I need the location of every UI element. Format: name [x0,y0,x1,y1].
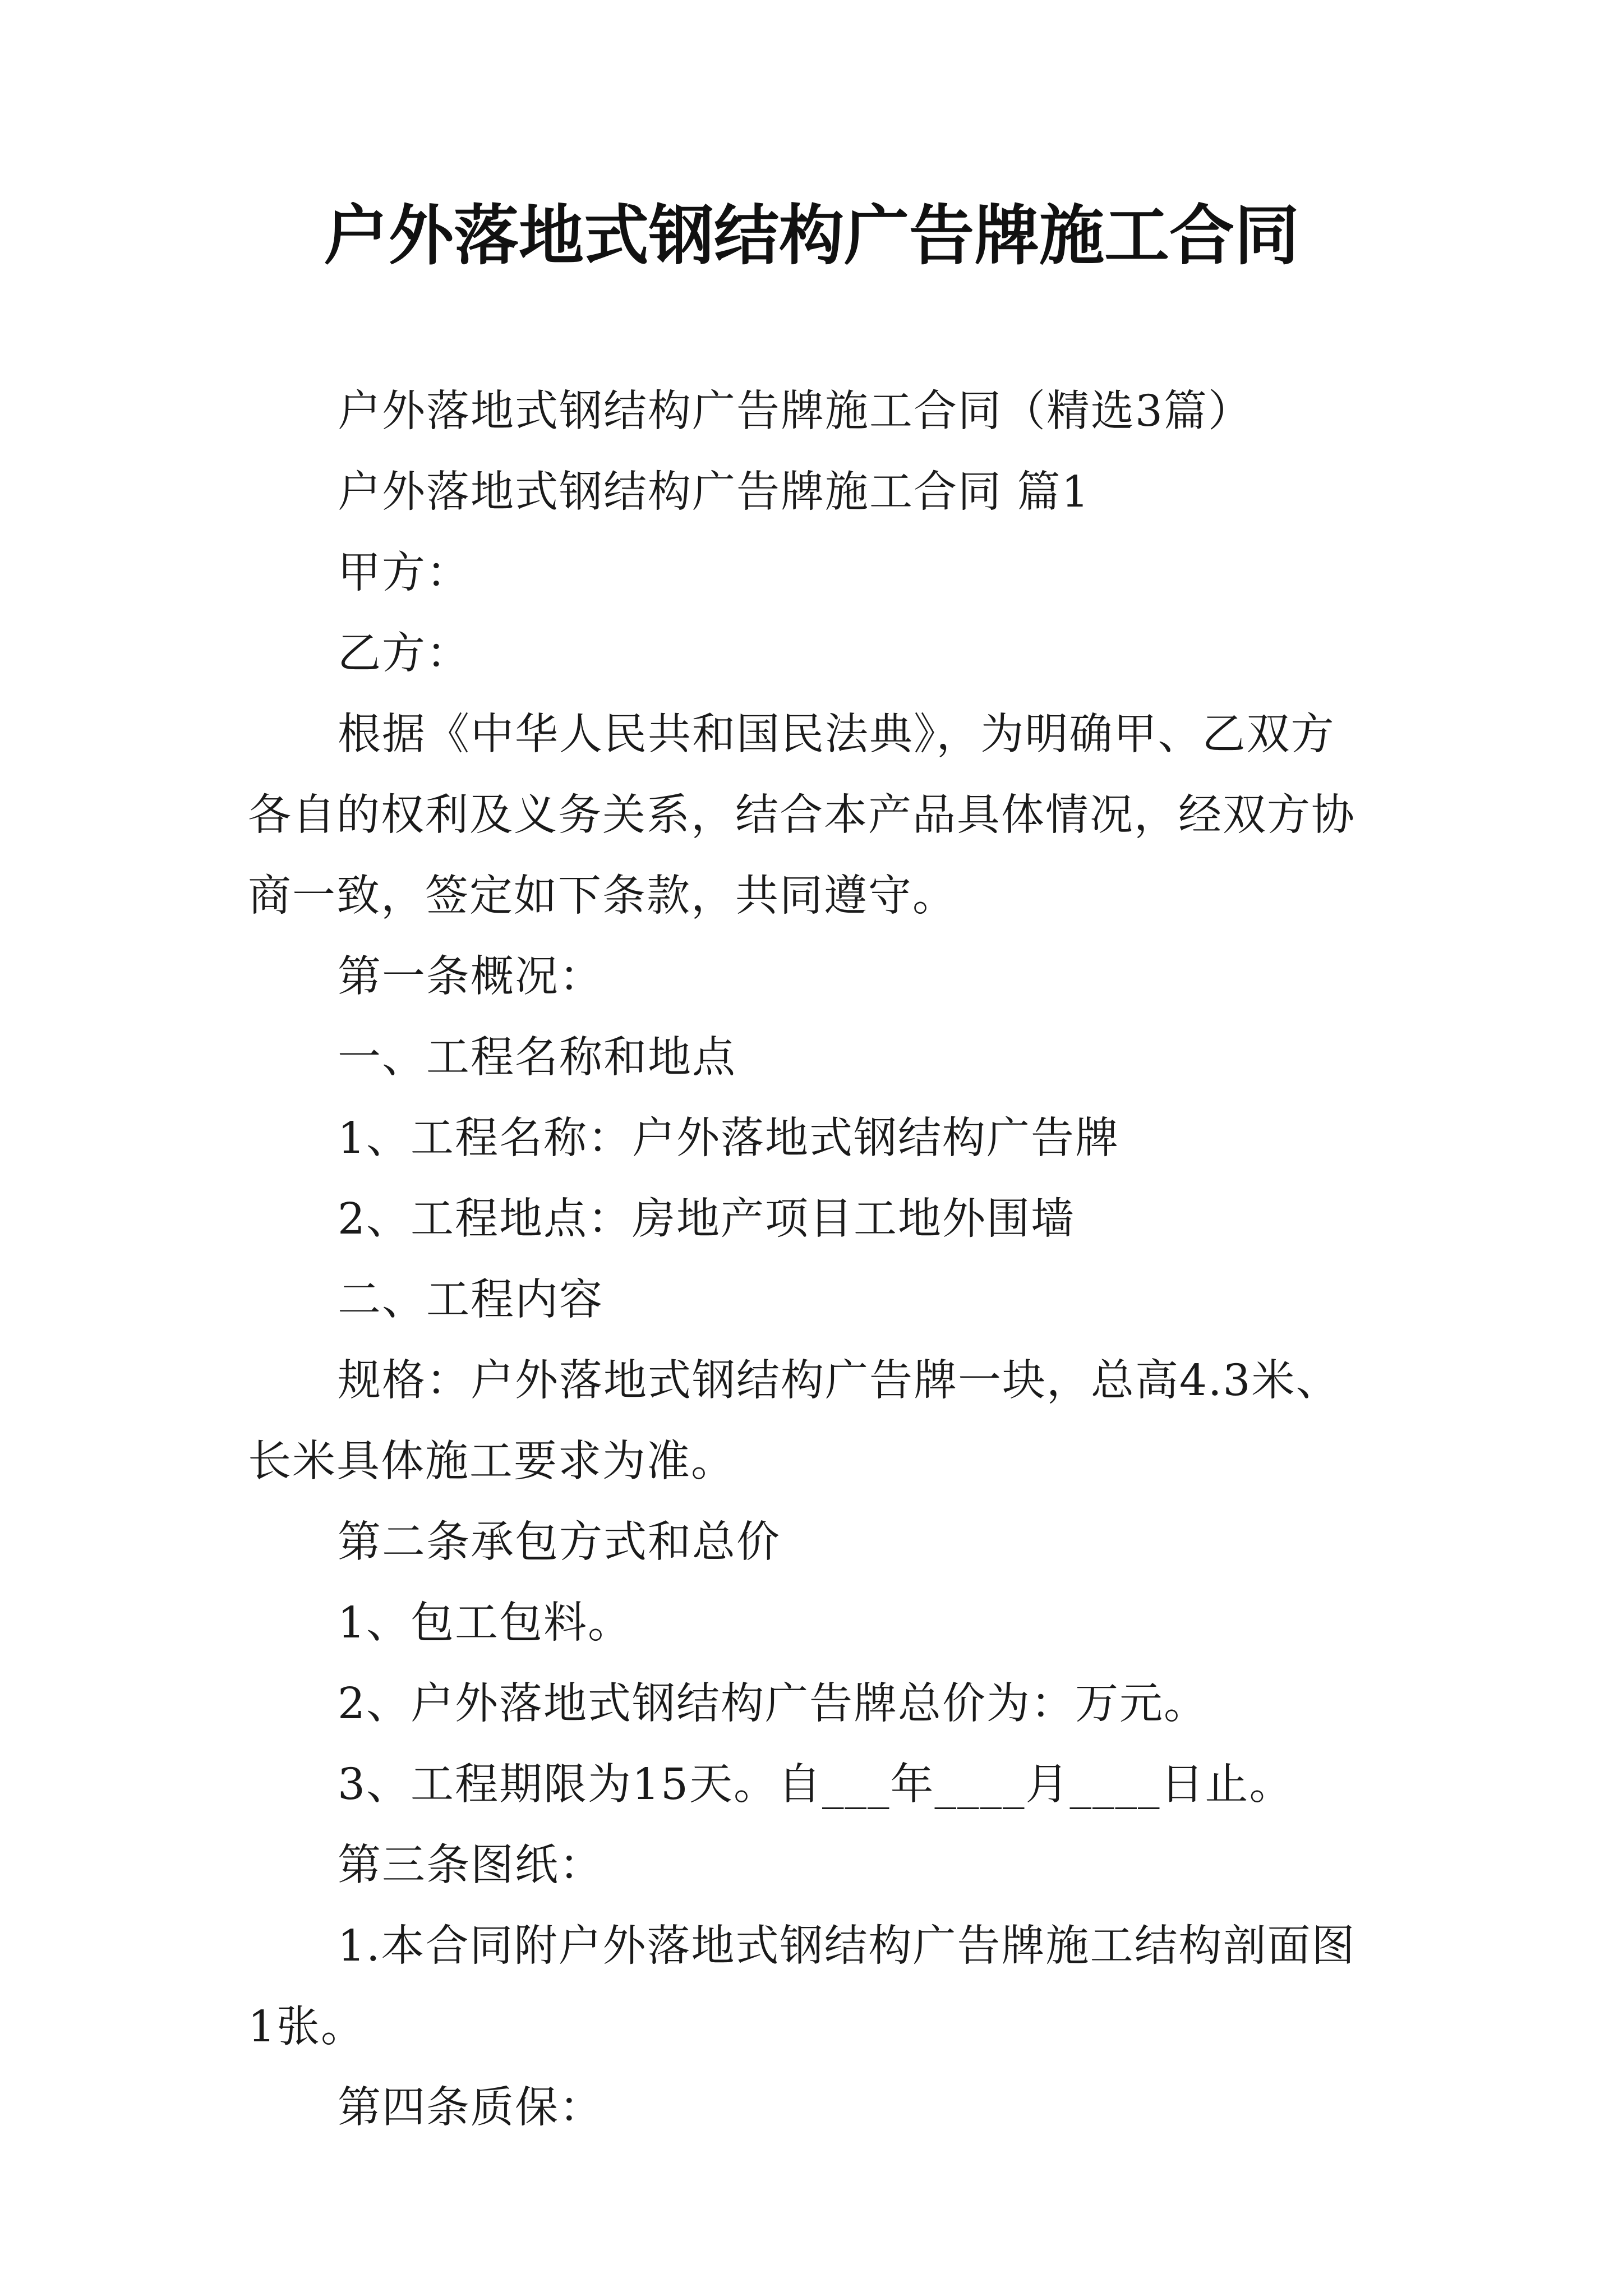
paragraph-article-1: 第一条概况： [338,952,603,1002]
paragraph-article-4: 第四条质保： [338,2083,603,2133]
paragraph-project-location: 2、工程地点：房地产项目工地外围墙 [338,1194,1075,1244]
paragraph-total-price: 2、户外落地式钢结构广告牌总价为：万元。 [338,1679,1208,1729]
paragraph-party-a: 甲方： [338,548,471,598]
paragraph-party-b: 乙方： [338,629,471,679]
paragraph-project-content: 二、工程内容 [338,1275,603,1325]
paragraph-article-2: 第二条承包方式和总价 [338,1517,781,1567]
paragraph-section-heading: 户外落地式钢结构广告牌施工合同 篇1 [338,467,1090,517]
paragraph-preamble: 根据《中华人民共和国民法典》，为明确甲、乙双方各自的权利及义务关系，结合本产品具体情况，经双方协商一致，签定如下条款，共同遵守。 [248,710,1355,921]
paragraph-duration: 3、工程期限为15天。自___年____月____日止。 [338,1760,1294,1810]
document-body [248,371,1375,2148]
paragraph-drawings: 1.本合同附户外落地式钢结构广告牌施工结构剖面图1张。 [248,1921,1356,2052]
document-title: 户外落地式钢结构广告牌施工合同 [324,197,1299,274]
paragraph-project-name-location: 一、工程名称和地点 [338,1033,736,1083]
paragraph-project-name: 1、工程名称：户外落地式钢结构广告牌 [338,1114,1119,1163]
paragraph-subtitle: 户外落地式钢结构广告牌施工合同（精选3篇） [338,386,1252,436]
paragraph-labor-materials: 1、包工包料。 [338,1598,632,1648]
paragraph-specification: 规格：户外落地式钢结构广告牌一块，总高4.3米、长米具体施工要求为准。 [248,1356,1340,1487]
paragraph-article-3: 第三条图纸： [338,1841,603,1890]
